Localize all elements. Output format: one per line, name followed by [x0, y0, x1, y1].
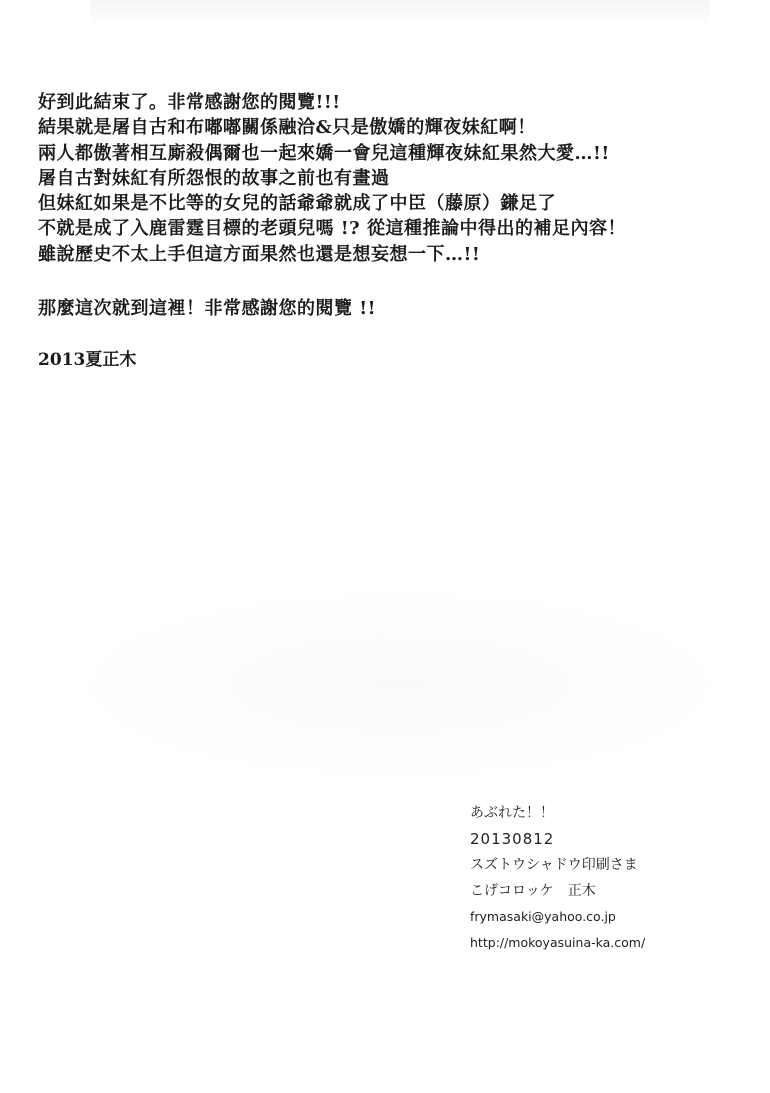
afterword-line-2: 結果就是屠自古和布嘟嘟關係融洽&只是傲嬌的輝夜妹紅啊！ [38, 117, 536, 139]
afterword-line-7: 雖說歷史不太上手但這方面果然也還是想妄想一下…!! [38, 243, 481, 265]
colophon-url: http://mokoyasuina-ka.com/ [470, 935, 646, 950]
afterword-line-1: 好到此結束了。非常感謝您的閱覽!!! [38, 92, 341, 113]
signature: 2013夏正木 [38, 350, 137, 370]
colophon-title: あぶれた！！ [470, 805, 554, 821]
closing-line: 那麼這次就到這裡！非常感謝您的閱覽 !! [38, 298, 377, 319]
afterword-line-3: 兩人都傲著相互廝殺偶爾也一起來嬌一會兒這種輝夜妹紅果然大愛…!! [38, 142, 610, 164]
bleed-through-middle [60, 585, 740, 785]
afterword-line-4: 屠自古對妹紅有所怨恨的故事之前也有畫過 [38, 167, 390, 189]
bleed-through-top [90, 0, 710, 28]
afterword-text [38, 90, 758, 267]
colophon [470, 800, 760, 956]
colophon-email: frymasaki@yahoo.co.jp [470, 909, 616, 924]
afterword-line-6: 不就是成了入鹿雷霆目標的老頭兒嗎 !? 從這種推論中得出的補足內容！ [38, 218, 626, 240]
colophon-date: 20130812 [470, 830, 555, 848]
colophon-printer: スズトウシャドウ印刷さま [470, 857, 638, 873]
colophon-circle: こげコロッケ 正木 [470, 883, 596, 899]
afterword-line-5: 但妹紅如果是不比等的女兒的話爺爺就成了中臣（藤原）鎌足了 [38, 193, 556, 215]
